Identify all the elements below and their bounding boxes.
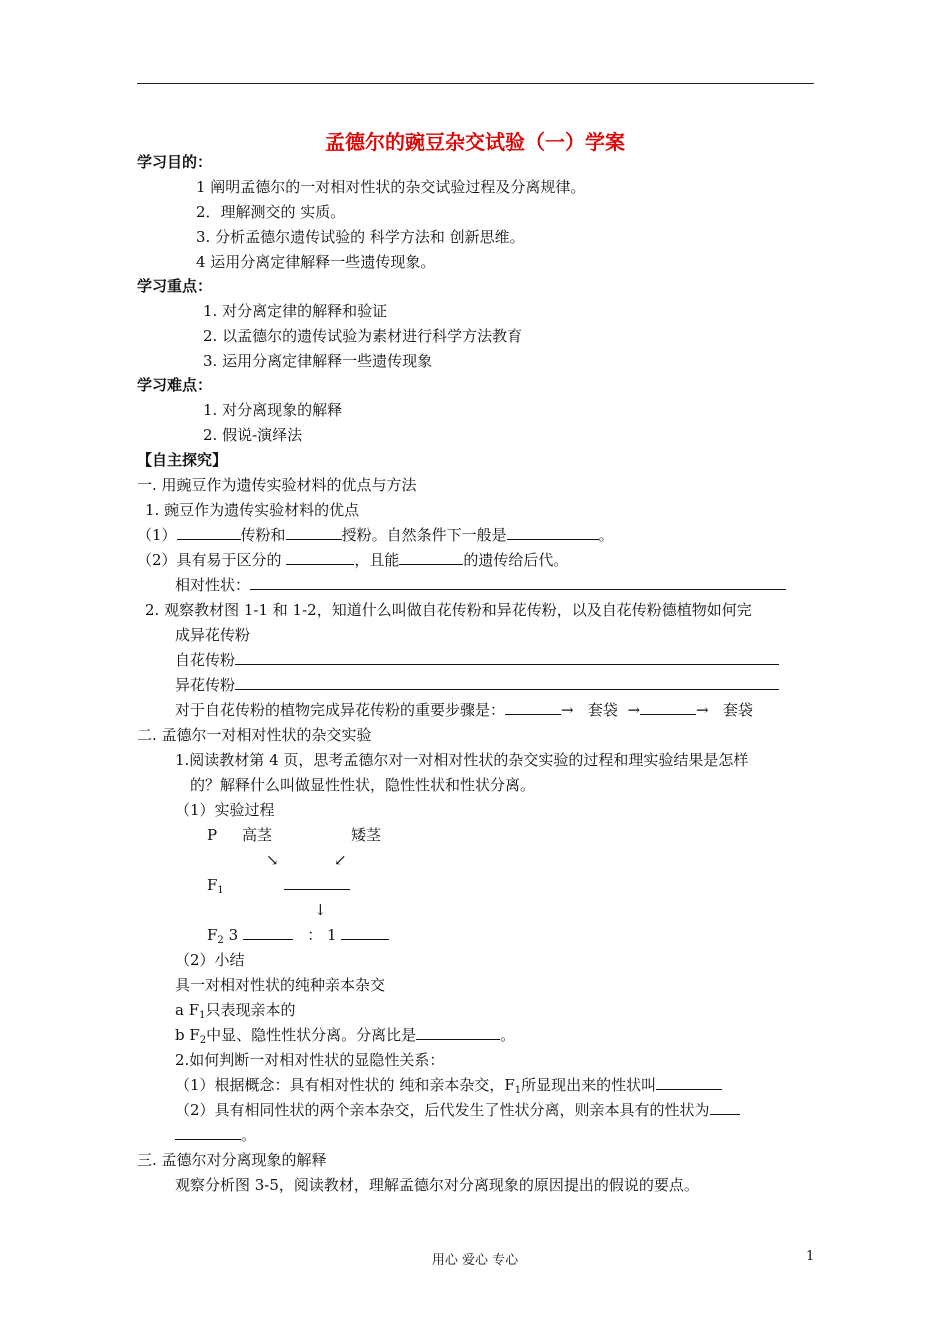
header-rule — [137, 83, 814, 84]
difficulty-item: 1. 对分离现象的解释 — [203, 401, 343, 419]
blank — [710, 1100, 740, 1115]
relative-traits-line: 相对性状： — [175, 575, 786, 595]
question-1: （1） 传粉和 授粉。自然条件下一般是 。 — [137, 526, 614, 544]
judge-2-cont: 。 — [175, 1125, 256, 1145]
blank — [507, 525, 599, 540]
f1-label: $F_1$ — [207, 876, 224, 896]
blank — [177, 525, 241, 540]
blank — [250, 575, 786, 590]
goal-item: 2．理解测交的 实质。 — [196, 203, 346, 221]
goal-item: 4 运用分离定律解释一些遗传现象。 — [196, 253, 436, 271]
section-2-1: 1.阅读教材第 4 页，思考孟德尔对一对相对性状的杂交实验的过程和理实验结果是怎样 — [175, 751, 749, 769]
summary-heading: （2）小结 — [175, 951, 245, 969]
blank — [175, 1125, 241, 1140]
section-2-1-cont: 的？解释什么叫做显性性状，隐性性状和性状分离。 — [190, 776, 536, 794]
difficulty-heading: 学习难点： — [137, 376, 213, 394]
focus-heading: 学习重点： — [137, 277, 213, 295]
arrow-sw-icon: ↙ — [334, 851, 347, 869]
judge-1: （1）根据概念：具有相对性状的 纯和亲本杂交，$F_1$所显现出来的性状叫 — [175, 1075, 722, 1098]
page-title: 孟德尔的豌豆杂交试验（一）学案 — [325, 130, 625, 154]
blank — [243, 925, 293, 940]
blank — [656, 1075, 722, 1090]
explore-heading: 【自主探究】 — [137, 451, 228, 469]
section-1-2: 2. 观察教材图 1-1 和 1-2，知道什么叫做自花传粉和异花传粉，以及自花传粉德植物如何完 — [145, 601, 752, 619]
self-pollination-line: 自花传粉 — [175, 650, 779, 670]
blank — [235, 675, 779, 690]
section-2-2: 2.如何判断一对相对性状的显隐性关系： — [175, 1051, 445, 1069]
goal-item: 1 阐明孟德尔的一对相对性状的杂交试验过程及分离规律。 — [196, 178, 586, 196]
blank — [416, 1025, 500, 1040]
pollination-steps: 对于自花传粉的植物完成异花传粉的重要步骤是： → 套袋 → → 套袋 — [175, 701, 753, 719]
section-3-heading: 三. 孟德尔对分离现象的解释 — [137, 1151, 327, 1169]
section-2-heading: 二. 孟德尔一对相对性状的杂交实验 — [137, 726, 372, 744]
summary-b: b $F_2$中显、隐性性状分离。分离比是 。 — [175, 1026, 516, 1046]
focus-item: 3. 运用分离定律解释一些遗传现象 — [203, 352, 433, 370]
summary-intro: 具一对相对性状的纯种亲本杂交 — [175, 976, 386, 994]
focus-item: 1. 对分离定律的解释和验证 — [203, 302, 388, 320]
blank — [286, 550, 354, 565]
judge-2: （2）具有相同性状的两个亲本杂交，后代发生了性状分离，则亲本具有的性状为 — [175, 1100, 740, 1120]
blank — [235, 650, 779, 665]
cross-pollination-line: 异花传粉 — [175, 675, 779, 695]
section-1-heading: 一. 用豌豆作为遗传实验材料的优点与方法 — [137, 476, 417, 494]
focus-item: 2. 以孟德尔的遗传试验为素材进行科学方法教育 — [203, 327, 523, 345]
summary-a: a $F_1$只表现亲本的 — [175, 1001, 296, 1021]
page-footer: 用心 爱心 专心 — [431, 1253, 519, 1268]
blank — [399, 550, 463, 565]
difficulty-item: 2. 假说-演绎法 — [203, 426, 303, 444]
blank — [286, 525, 342, 540]
process-heading: （1）实验过程 — [175, 801, 275, 819]
blank — [505, 700, 561, 715]
goal-item: 3. 分析孟德尔遗传试验的 科学方法和 创新思维。 — [196, 228, 525, 246]
f1-blank — [284, 875, 350, 895]
tall-stem-label: 高茎 — [242, 826, 273, 844]
p-label: P — [207, 826, 218, 844]
question-2: （2）具有易于区分的 ，且能 的遗传给后代。 — [137, 551, 569, 569]
section-1-2-cont: 成异花传粉 — [175, 626, 251, 644]
f2-line: $F_2$ 3 ： 1 — [207, 925, 389, 948]
page-number: 1 — [806, 1249, 815, 1264]
arrow-se-icon: ↘ — [266, 851, 279, 869]
goals-heading: 学习目的： — [137, 153, 213, 171]
arrow-down-icon: ↓ — [314, 901, 327, 919]
section-3-1: 观察分析图 3-5，阅读教材，理解孟德尔对分离现象的原因提出的假说的要点。 — [175, 1176, 699, 1194]
section-1-1: 1. 豌豆作为遗传实验材料的优点 — [145, 501, 360, 519]
blank — [640, 700, 696, 715]
blank — [341, 925, 389, 940]
short-stem-label: 矮茎 — [351, 826, 382, 844]
